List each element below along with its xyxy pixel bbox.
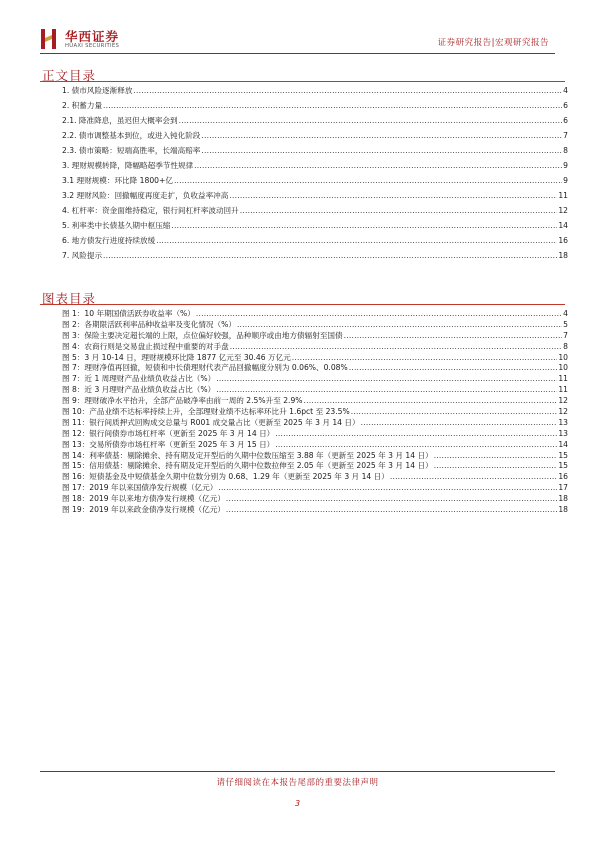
figure-item[interactable] (62, 505, 568, 516)
huaxi-logo-icon (40, 27, 60, 51)
figure-item-page: 15 (558, 450, 568, 460)
figure-item-title: 图 14：利率债基：剔除摊余、持有期及定开型后的久期中位数压缩至 3.88 年（更新至 2025 年 3 月 14 日） (62, 450, 433, 460)
dot-leader (275, 429, 557, 440)
figure-item[interactable] (62, 385, 568, 396)
figure-item-page: 15 (558, 461, 568, 471)
dot-leader (434, 451, 558, 462)
figure-item-title: 图 1：10 年期国债活跃券收益率（%） (62, 309, 195, 318)
figure-item-page: 12 (558, 407, 568, 417)
figure-item-title: 图 10：产品业绩不达标率持续上升，全部理财业绩不达标率环比升 1.6pct 至 23.5% (62, 407, 350, 417)
figure-item-page: 10 (558, 352, 568, 362)
figure-item[interactable] (62, 353, 568, 364)
header-divider (40, 53, 555, 54)
toc-item[interactable] (62, 203, 568, 218)
figure-item[interactable] (62, 440, 568, 451)
figure-item-title: 图 7：近 1 周理财产品业绩负收益占比（%） (62, 374, 216, 384)
figure-item-page: 14 (558, 439, 568, 449)
figure-item-title: 图 5：3 月 10-14 日，理财规模环比降 1877 亿元至 30.46 万亿元 (62, 352, 291, 362)
toc-item-title: 3.1 理财规模：环比降 1800+亿 (62, 176, 173, 185)
dot-leader (218, 483, 557, 494)
dot-leader (103, 98, 562, 113)
toc-item-page: 18 (558, 251, 568, 260)
figure-item-page: 12 (558, 396, 568, 406)
figure-item[interactable] (62, 320, 568, 331)
dot-leader (237, 320, 562, 331)
figure-item-title: 图 2：各期限活跃利率品种收益率及变化情况（%） (62, 319, 236, 329)
figure-item-page: 4 (563, 309, 568, 318)
toc-item-title: 5. 利率类中长债基久期中枢压缩 (62, 221, 171, 230)
figure-item-title: 图 19：2019 年以来政金债净发行规模（亿元） (62, 505, 225, 515)
dot-leader (194, 158, 562, 173)
dot-leader (179, 113, 563, 128)
toc-item-page: 12 (558, 206, 568, 215)
figure-item-page: 5 (563, 319, 568, 329)
toc-item-page: 9 (563, 176, 568, 185)
figure-item-title: 图 13：交易所债券市场杠杆率（更新至 2025 年 3 月 15 日） (62, 439, 275, 449)
toc-divider (40, 81, 565, 82)
toc-item[interactable] (62, 248, 568, 263)
figure-item[interactable] (62, 407, 568, 418)
toc-item[interactable] (62, 158, 568, 173)
toc-item-page: 7 (563, 131, 568, 140)
dot-leader (275, 440, 557, 451)
toc-item-title: 6. 地方债发行进度持续放缓 (62, 236, 156, 245)
dot-leader (434, 461, 558, 472)
toc-list (62, 83, 568, 263)
dot-leader (349, 363, 558, 374)
figure-item[interactable] (62, 483, 568, 494)
figure-item[interactable] (62, 494, 568, 505)
figure-item-title: 图 15：信用债基：剔除摊余、持有期及定开型后的久期中位数拉伸至 2.05 年（更新至 2025 年 3 月 14 日） (62, 461, 433, 471)
figure-item-page: 13 (558, 417, 568, 427)
header-separator: | (491, 38, 495, 48)
toc-item-title: 2. 积蓄力量 (62, 101, 103, 110)
figure-item[interactable] (62, 472, 568, 483)
logo-name-en: HUAXI SECURITIES (65, 43, 120, 49)
figures-title: 图表目录 (42, 291, 97, 306)
dot-leader (240, 203, 558, 218)
dot-leader (351, 407, 558, 418)
figure-item-title: 图 8：近 3 月理财产品业绩负收益占比（%） (62, 385, 216, 395)
page-header (40, 26, 555, 52)
page-number: 3 (294, 799, 301, 808)
dot-leader (344, 331, 563, 342)
toc-item-title: 2.3. 债市策略：短端高胜率，长端高赔率 (62, 146, 201, 155)
figure-item[interactable] (62, 396, 568, 407)
toc-item[interactable] (62, 173, 568, 188)
toc-title: 正文目录 (42, 68, 97, 83)
toc-item[interactable] (62, 233, 568, 248)
figure-item-title: 图 9：理财破净水平抬升，全部产品破净率由前一周的 2.5%升至 2.9% (62, 396, 303, 406)
toc-item-page: 11 (558, 191, 568, 200)
dot-leader (171, 218, 557, 233)
toc-item[interactable] (62, 83, 568, 98)
figure-item-page: 17 (558, 483, 568, 493)
figure-item-title: 图 12：银行间债券市场杠杆率（更新至 2025 年 3 月 14 日） (62, 428, 275, 438)
figure-item[interactable] (62, 451, 568, 462)
report-category: 宏观研究报告 (494, 38, 549, 48)
figure-item-page: 10 (558, 363, 568, 373)
figure-item-page: 11 (558, 374, 568, 384)
dot-leader (196, 309, 562, 320)
figure-item-page: 11 (558, 385, 568, 395)
figure-item-page: 13 (558, 428, 568, 438)
figure-item[interactable] (62, 461, 568, 472)
dot-leader (292, 353, 558, 364)
figure-item-page: 8 (563, 341, 568, 351)
report-type-label (438, 36, 549, 48)
figure-item-title: 图 17：2019 年以来国债净发行规模（亿元） (62, 483, 218, 493)
toc-item-title: 7. 风险提示 (62, 251, 103, 260)
figure-item-title: 图 7：理财净值再回撤，短债和中长债理财代表产品回撤幅度分别为 0.06%、0.08% (62, 363, 348, 373)
figure-item[interactable] (62, 363, 568, 374)
toc-item-page: 6 (563, 116, 568, 125)
toc-item[interactable] (62, 143, 568, 158)
dot-leader (361, 418, 558, 429)
toc-item-page: 4 (563, 86, 568, 95)
dot-leader (103, 248, 557, 263)
figure-item-title: 图 4：农商行则是交易盘止损过程中重要的对手盘 (62, 341, 229, 351)
figure-item-page: 16 (558, 472, 568, 482)
toc-item-title: 4. 杠杆率：资金面维持稳定，银行间杠杆率波动回升 (62, 206, 239, 215)
legal-notice: 请仔细阅读在本报告尾部的重要法律声明 (216, 778, 379, 788)
logo-name-cn: 华西证券 (65, 29, 120, 44)
toc-item-title: 1. 债市风险逐渐释放 (62, 86, 133, 95)
dot-leader (216, 374, 557, 385)
toc-item-page: 8 (563, 146, 568, 155)
figures-divider (40, 304, 565, 305)
figure-item[interactable] (62, 374, 568, 385)
toc-item-page: 14 (558, 221, 568, 230)
toc-item[interactable] (62, 128, 568, 143)
figure-item[interactable] (62, 331, 568, 342)
toc-item-title: 3.2 理财风险：回撤幅度再度走扩，负收益率冲高 (62, 191, 229, 200)
toc-item[interactable] (62, 98, 568, 113)
dot-leader (201, 128, 562, 143)
toc-item[interactable] (62, 218, 568, 233)
dot-leader (174, 173, 562, 188)
toc-item-title: 2.1. 降准降息，虽迟但大概率会到 (62, 116, 178, 125)
dot-leader (226, 494, 557, 505)
dot-leader (133, 83, 562, 98)
toc-item-title: 2.2. 债市调整基本到位，或进入钝化阶段 (62, 131, 201, 140)
dot-leader (390, 472, 557, 483)
figure-item-title: 图 3：保险主要决定超长端的上限，点位偏好较强，品种顺序或由地方债辐射至国债 (62, 330, 343, 340)
toc-item-title: 3. 理财规模转降，降幅略超季节性规律 (62, 161, 194, 170)
toc-item[interactable] (62, 113, 568, 128)
toc-item[interactable] (62, 188, 568, 203)
dot-leader (156, 233, 557, 248)
figure-item[interactable] (62, 418, 568, 429)
toc-item-page: 6 (563, 101, 568, 110)
figure-item-title: 图 18：2019 年以来地方债净发行规模（亿元） (62, 494, 225, 504)
figures-list (62, 309, 568, 516)
dot-leader (304, 396, 558, 407)
figure-item-title: 图 11：银行间质押式回购成交总量与 R001 成交量占比（更新至 2025 年 3 月 14 日） (62, 417, 360, 427)
figure-item-page: 18 (558, 494, 568, 504)
dot-leader (230, 342, 562, 353)
figure-item-page: 7 (563, 330, 568, 340)
figure-item[interactable] (62, 429, 568, 440)
figure-item-title: 图 16：短债基金及中短债基金久期中位数分别为 0.68、1.29 年（更新至 2025 年 3 月 14 日） (62, 472, 389, 482)
toc-item-page: 16 (558, 236, 568, 245)
figure-item[interactable] (62, 309, 568, 320)
footer-divider (40, 771, 555, 772)
figure-item-page: 18 (558, 505, 568, 515)
dot-leader (201, 143, 562, 158)
dot-leader (226, 505, 557, 516)
dot-leader (216, 385, 557, 396)
toc-item-page: 9 (563, 161, 568, 170)
figure-item[interactable] (62, 342, 568, 353)
dot-leader (229, 188, 557, 203)
report-type: 证券研究报告 (437, 38, 492, 48)
